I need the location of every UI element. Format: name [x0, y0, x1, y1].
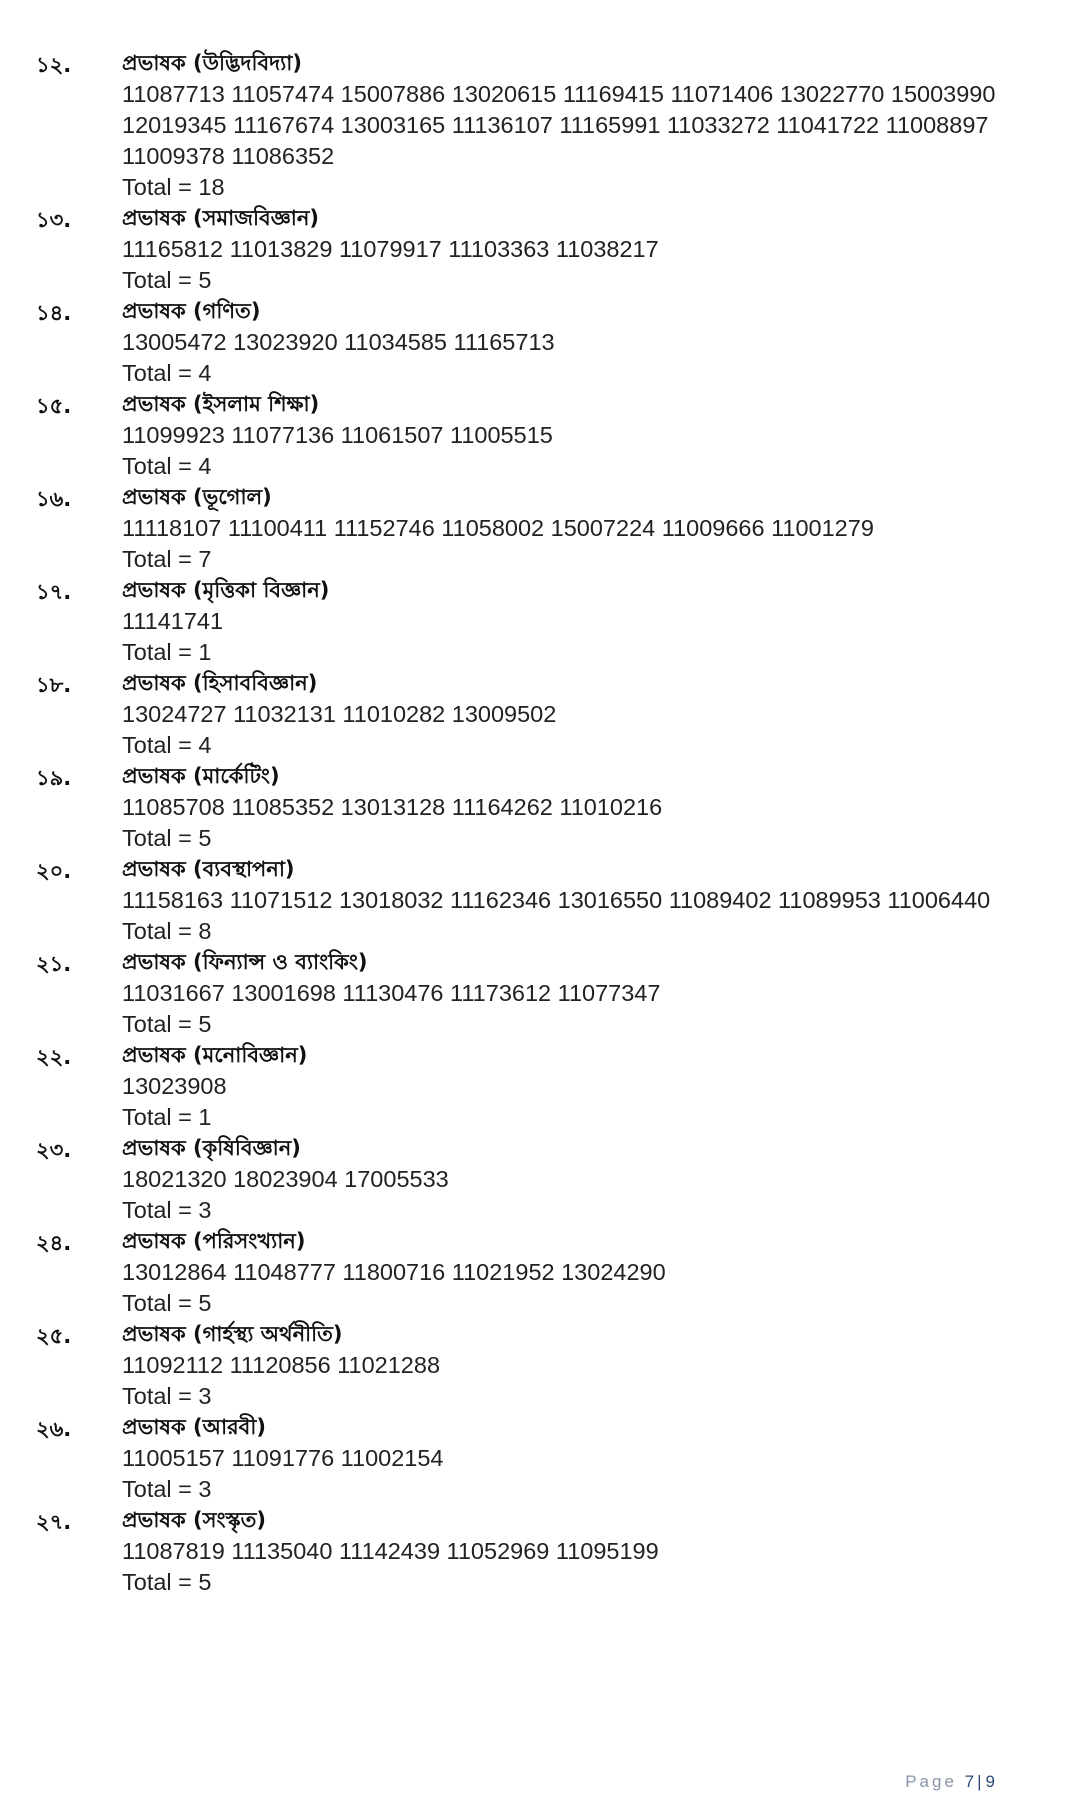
- list-item: [36, 575, 1046, 668]
- entry-total: Total = 1: [122, 639, 212, 665]
- entry-id-list: 13012864 11048777 11800716 11021952 13024290: [122, 1259, 666, 1285]
- entry-id-list: 11158163 11071512 13018032 11162346 13016550 11089402 11089953 11006440: [122, 887, 991, 913]
- entry-id-list: 18021320 18023904 17005533: [122, 1166, 449, 1192]
- entry-number: ১৭.: [36, 580, 72, 604]
- entry-heading: প্রভাষক (সমাজবিজ্ঞান): [122, 206, 320, 230]
- entry-total: Total = 4: [122, 453, 212, 479]
- entry-id-list: 11165812 11013829 11079917 11103363 11038217: [122, 236, 659, 262]
- page-footer: [905, 1772, 998, 1792]
- entry-total: Total = 8: [122, 918, 212, 944]
- entry-number: ১৫.: [36, 394, 72, 418]
- entry-number: ১৪.: [36, 301, 72, 325]
- entry-total: Total = 5: [122, 1569, 212, 1595]
- list-item: [36, 203, 1046, 296]
- entry-id-list: 13005472 13023920 11034585 11165713: [122, 329, 555, 355]
- entry-heading: প্রভাষক (ইসলাম শিক্ষা): [122, 392, 320, 416]
- entry-heading: প্রভাষক (মৃত্তিকা বিজ্ঞান): [122, 578, 330, 602]
- entry-heading: প্রভাষক (ভূগোল): [122, 485, 272, 509]
- entry-number: ২১.: [36, 952, 72, 976]
- entry-total: Total = 7: [122, 546, 212, 572]
- entry-number: ১২.: [36, 53, 72, 77]
- entry-heading: প্রভাষক (গার্হস্থ্য অর্থনীতি): [122, 1322, 343, 1346]
- list-item: [36, 482, 1046, 575]
- entry-heading: প্রভাষক (আরবী): [122, 1415, 266, 1439]
- entry-heading: প্রভাষক (হিসাববিজ্ঞান): [122, 671, 318, 695]
- entry-number: ১৯.: [36, 766, 72, 790]
- entry-total: Total = 5: [122, 267, 212, 293]
- list-item: [36, 1505, 1046, 1598]
- list-item: [36, 1412, 1046, 1505]
- list-item: [36, 947, 1046, 1040]
- entry-total: Total = 5: [122, 1011, 212, 1037]
- entry-id-list: 11005157 11091776 11002154: [122, 1445, 444, 1471]
- entry-total: Total = 18: [122, 174, 225, 200]
- entry-number: ২৪.: [36, 1231, 72, 1255]
- entry-number: ২৩.: [36, 1138, 72, 1162]
- entry-number: ২০.: [36, 859, 72, 883]
- current-page-number: 7: [964, 1772, 978, 1791]
- entry-heading: প্রভাষক (উদ্ভিদবিদ্যা): [122, 51, 302, 75]
- entry-number: ২২.: [36, 1045, 72, 1069]
- entry-total: Total = 3: [122, 1383, 212, 1409]
- list-item: [36, 1133, 1046, 1226]
- page-word: Page: [905, 1772, 957, 1791]
- entry-heading: প্রভাষক (গণিত): [122, 299, 261, 323]
- total-pages-number: 9: [985, 1772, 998, 1791]
- list-item: [36, 1226, 1046, 1319]
- list-item: [36, 761, 1046, 854]
- entry-heading: প্রভাষক (ব্যবস্থাপনা): [122, 857, 295, 881]
- entry-list: [36, 48, 1046, 1598]
- entry-id-list: 11092112 11120856 11021288: [122, 1352, 441, 1378]
- list-item: [36, 668, 1046, 761]
- list-item: [36, 854, 1046, 947]
- list-item: [36, 1319, 1046, 1412]
- entry-id-list: 13024727 11032131 11010282 13009502: [122, 701, 557, 727]
- list-item: [36, 389, 1046, 482]
- entry-id-list: 11031667 13001698 11130476 11173612 11077347: [122, 980, 661, 1006]
- page-separator: |: [977, 1772, 986, 1791]
- entry-heading: প্রভাষক (কৃষিবিজ্ঞান): [122, 1136, 301, 1160]
- entry-heading: প্রভাষক (ফিন্যান্স ও ব্যাংকিং): [122, 950, 368, 974]
- entry-number: ২৬.: [36, 1417, 72, 1441]
- entry-number: ১৩.: [36, 208, 72, 232]
- entry-number: ১৮.: [36, 673, 72, 697]
- entry-id-list: 11085708 11085352 13013128 11164262 11010216: [122, 794, 663, 820]
- entry-id-list: 11087713 11057474 15007886 13020615 11169415 11071406 13022770 15003990 12019345 11167674 13003165 11136107 11165991 11033272 11041722 11008897 11009378 11086352: [122, 81, 996, 169]
- list-item: [36, 1040, 1046, 1133]
- entry-total: Total = 3: [122, 1476, 212, 1502]
- entry-number: ২৭.: [36, 1510, 72, 1534]
- entry-id-list: 11118107 11100411 11152746 11058002 15007224 11009666 11001279: [122, 515, 874, 541]
- list-item: [36, 296, 1046, 389]
- entry-id-list: 11099923 11077136 11061507 11005515: [122, 422, 553, 448]
- entry-total: Total = 5: [122, 825, 212, 851]
- entry-number: ২৫.: [36, 1324, 72, 1348]
- entry-total: Total = 3: [122, 1197, 212, 1223]
- entry-total: Total = 5: [122, 1290, 212, 1316]
- entry-heading: প্রভাষক (পরিসংখ্যান): [122, 1229, 306, 1253]
- entry-number: ১৬.: [36, 487, 72, 511]
- entry-total: Total = 4: [122, 360, 212, 386]
- entry-id-list: 11087819 11135040 11142439 11052969 11095199: [122, 1538, 659, 1564]
- entry-id-list: 11141741: [122, 608, 224, 634]
- entry-total: Total = 4: [122, 732, 212, 758]
- entry-heading: প্রভাষক (মনোবিজ্ঞান): [122, 1043, 308, 1067]
- list-item: [36, 48, 1046, 203]
- entry-total: Total = 1: [122, 1104, 212, 1130]
- entry-heading: প্রভাষক (মার্কেটিং): [122, 764, 280, 788]
- entry-heading: প্রভাষক (সংস্কৃত): [122, 1508, 266, 1532]
- entry-id-list: 13023908: [122, 1073, 227, 1099]
